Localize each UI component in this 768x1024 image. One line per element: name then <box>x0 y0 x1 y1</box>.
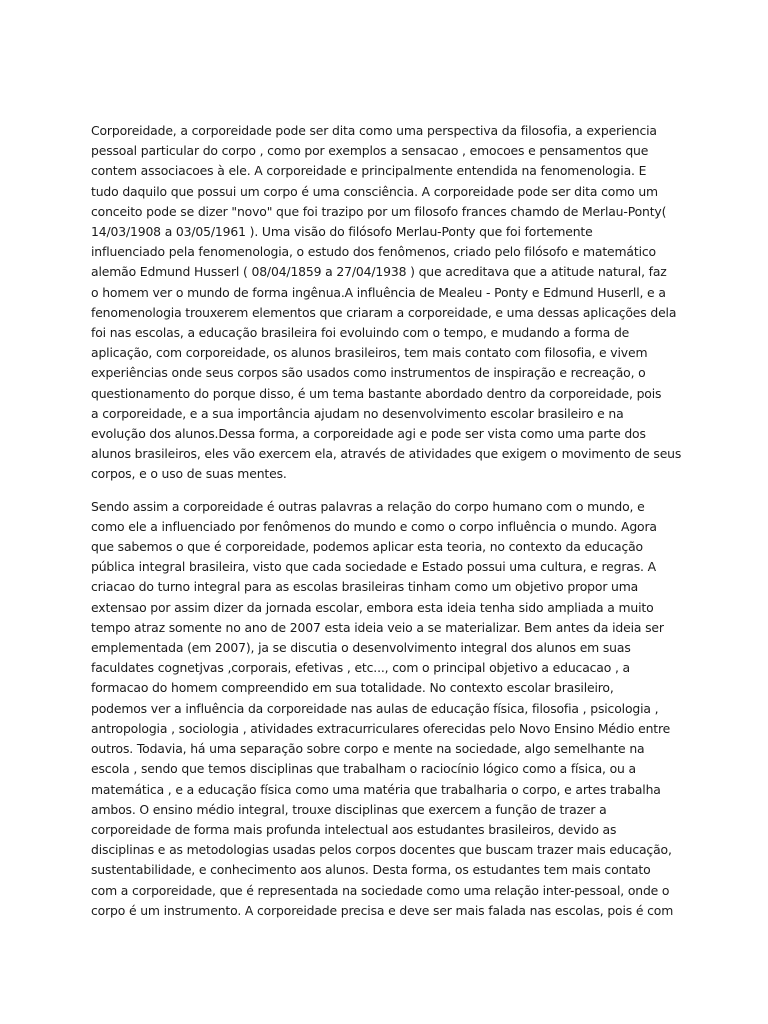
paragraph-2: Sendo assim a corporeidade é outras palavras a relação do corpo humano com o mundo, e como ele a influenciado por fenômenos do mundo e como o corpo influência o mundo. Agora que sabemos o que é corporeidade, podemos aplicar esta teoria, no contexto da educação pública integral brasileira, visto que cada sociedade e Estado possui uma cultura, e regras. A criacao do turno integral para as escolas brasileiras tinham como um objetivo propor uma extensao por assim dizer da jornada escolar, embora esta ideia tenha sido ampliada a muito tempo atraz somente no ano de 2007 esta ideia veio a se materializar. Bem antes da ideia ser emplementada (em 2007), ja se discutia o desenvolvimento integral dos alunos em suas faculdates cognetjvas ,corporais, efetivas , etc..., com o principal objetivo a educacao , a formacao do homem compreendido em sua totalidade. No contexto escolar brasileiro, podemos ver a influência da corporeidade nas aulas de educação física, filosofia , psicologia , antropologia , sociologia , atividades extracurriculares oferecidas pelo Novo Ensino Médio entre outros. Todavia, há uma separação sobre corpo e mente na sociedade, algo semelhante na escola , sendo que temos disciplinas que trabalham o raciocínio lógico como a física, ou a matemática , e a educação física como uma matéria que trabalharia o corpo, e artes trabalha ambos. O ensino médio integral, trouxe disciplinas que exercem a função de trazer a corporeidade de forma mais profunda intelectual aos estudantes brasileiros, devido as disciplinas e as metodologias usadas pelos corpos docentes que buscam trazer mais educação, sustentabilidade, e conhecimento aos alunos. Desta forma, os estudantes tem mais contato com a corporeidade, que é representada na sociedade como uma relação inter-pessoal, onde o corpo é um instrumento. A corporeidade precisa e deve ser mais falada nas escolas, pois é com <box>91 498 674 918</box>
paragraph-1: Corporeidade, a corporeidade pode ser dita como uma perspectiva da filosofia, a experiencia pessoal particular do corpo , como por exemplos a sensacao , emocoes e pensamentos que contem associacoes à ele. A corporeidade e principalmente entendida na fenomenologia. E tudo daquilo que possui um corpo é uma consciência. A corporeidade pode ser dita como um conceito pode se dizer "novo" que foi trazipo por um filosofo frances chamdo de Merlau-Ponty( 14/03/1908 a 03/05/1961 ). Uma visão do filósofo Merlau-Ponty que foi fortemente influenciado pela fenomenologia, o estudo dos fenômenos, criado pelo filósofo e matemático alemão Edmund Husserl ( 08/04/1859 a 27/04/1938 ) que acreditava que a atitude natural, faz o homem ver o mundo de forma ingênua.A influência de Mealeu - Ponty e Edmund Huserll, e a fenomenologia trouxerem elementos que criaram a corporeidade, e uma dessas aplicações dela foi nas escolas, a educação brasileira foi evoluindo com o tempo, e mudando a forma de aplicação, com corporeidade, os alunos brasileiros, tem mais contato com filosofia, e vivem experiências onde seus corpos são usados como instrumentos de inspiração e recreação, o questionamento do porque disso, é um tema bastante abordado dentro da corporeidade, pois a corporeidade, e a sua importância ajudam no desenvolvimento escolar brasileiro e na evolução dos alunos.Dessa forma, a corporeidade agi e pode ser vista como uma parte dos alunos brasileiros, eles vão exercem ela, através de atividades que exigem o movimento de seus corpos, e o uso de suas mentes. <box>91 123 682 482</box>
document-body <box>91 121 691 921</box>
